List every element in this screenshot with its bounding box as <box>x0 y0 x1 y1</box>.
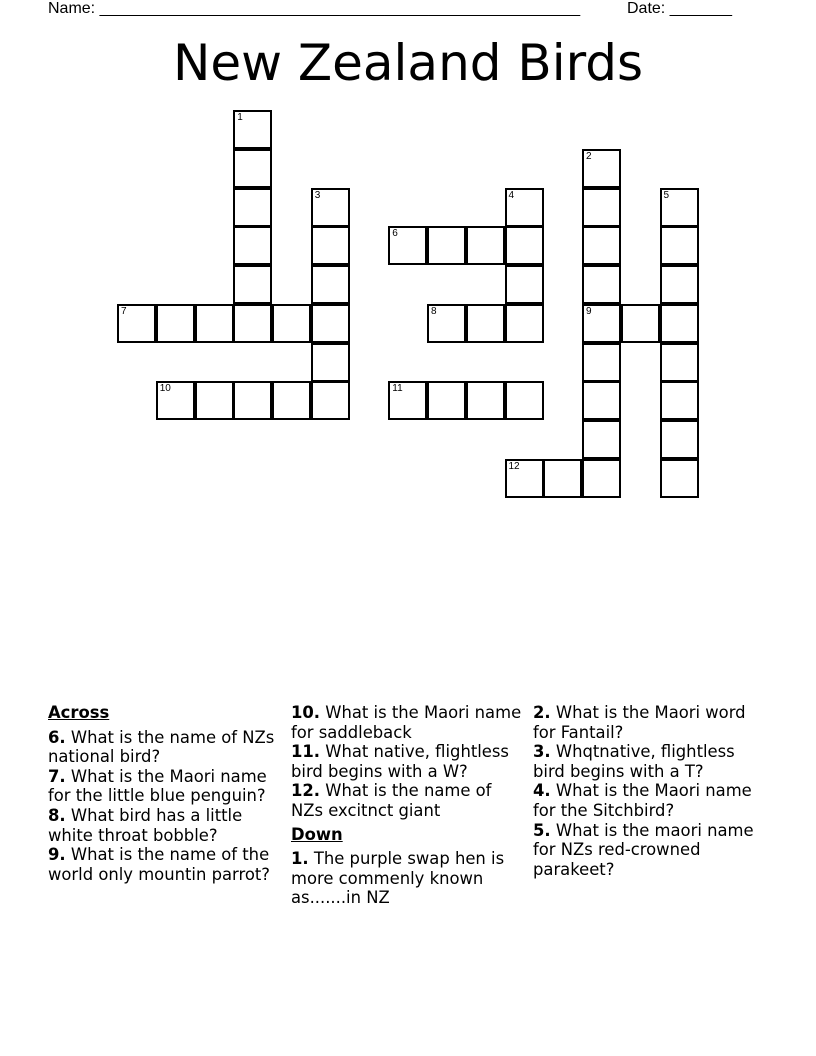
clue-number-label: 8 <box>431 305 437 317</box>
crossword-cell[interactable] <box>311 226 350 265</box>
clue-number-label: 12 <box>508 460 520 472</box>
crossword-cell[interactable] <box>505 265 544 304</box>
crossword-cell[interactable] <box>272 381 311 420</box>
clue-number: 3. <box>533 742 551 762</box>
clues-column-1 <box>48 703 280 884</box>
clue-text: What is the name of the world only mountin parrot? <box>48 845 271 884</box>
crossword-cell[interactable] <box>660 226 699 265</box>
crossword-cell[interactable] <box>505 304 544 343</box>
clue-text: What is the Maori name for saddleback <box>291 703 522 742</box>
crossword-cell[interactable] <box>311 265 350 304</box>
clue-text: Whqtnative, flightless bird begins with a T? <box>533 742 735 781</box>
crossword-cell[interactable] <box>660 343 699 382</box>
crossword-cell[interactable] <box>311 304 350 343</box>
clue-number-label: 5 <box>663 189 670 201</box>
crossword-cell[interactable] <box>156 304 195 343</box>
crossword-cell[interactable] <box>505 188 544 227</box>
crossword-cell[interactable] <box>582 304 621 343</box>
crossword-cell[interactable] <box>311 381 350 420</box>
page-title: New Zealand Birds <box>172 34 644 92</box>
clue-across-6 <box>48 728 280 767</box>
crossword-cell[interactable] <box>466 304 505 343</box>
clue-number: 11. <box>291 742 321 762</box>
crossword-cell[interactable] <box>466 226 505 265</box>
clue-across-7 <box>48 767 280 806</box>
crossword-cell[interactable] <box>233 149 272 188</box>
date-field-label[interactable]: Date: _______ <box>627 0 732 17</box>
crossword-cell[interactable] <box>427 226 466 265</box>
crossword-cell[interactable] <box>505 381 544 420</box>
clue-number-label: 6 <box>392 228 398 240</box>
crossword-cell[interactable] <box>233 188 272 227</box>
crossword-cell[interactable] <box>660 188 699 227</box>
crossword-cell[interactable] <box>311 343 350 382</box>
clue-number-label: 1 <box>237 112 243 123</box>
clue-number-label: 4 <box>508 189 515 201</box>
crossword-cell[interactable] <box>505 459 544 498</box>
crossword-cell[interactable] <box>195 381 234 420</box>
crossword-cell[interactable] <box>233 110 272 149</box>
crossword-cell[interactable] <box>582 343 621 382</box>
clue-text: What bird has a little white throat bobble? <box>48 805 243 845</box>
crossword-cell[interactable] <box>582 149 621 188</box>
clue-down-3 <box>533 742 769 781</box>
crossword-cell[interactable] <box>233 226 272 265</box>
name-field-label[interactable]: Name: ______________________________________________________ <box>48 0 581 17</box>
clue-text: What is the Maori word for Fantail? <box>533 703 746 742</box>
across-heading: Across <box>48 703 110 722</box>
clue-down-4 <box>533 781 769 820</box>
clue-number: 5. <box>533 820 551 840</box>
clues-column-2 <box>291 703 527 908</box>
clue-number-label: 10 <box>159 383 171 395</box>
crossword-cell[interactable] <box>660 381 699 420</box>
crossword-cell[interactable] <box>660 420 699 459</box>
clue-text: What is the name of NZs national bird? <box>48 727 275 767</box>
crossword-cell[interactable] <box>195 304 234 343</box>
crossword-cell[interactable] <box>543 459 582 498</box>
clue-number-label: 9 <box>586 305 592 317</box>
crossword-cell[interactable] <box>582 226 621 265</box>
clue-text: What is the maori name for NZs red-crowned parakeet? <box>533 820 754 879</box>
clue-number-label: 3 <box>314 189 321 201</box>
clue-number: 10. <box>291 703 321 722</box>
clue-number: 8. <box>48 805 66 825</box>
clue-number: 12. <box>291 781 321 801</box>
crossword-cell[interactable] <box>582 381 621 420</box>
clue-number-label: 11 <box>392 383 403 395</box>
clues-column-3 <box>533 703 769 879</box>
clue-down-1 <box>291 849 527 908</box>
crossword-cell[interactable] <box>660 265 699 304</box>
crossword-cell[interactable] <box>582 459 621 498</box>
clue-text: The purple swap hen is more commenly known as.......in NZ <box>291 849 505 908</box>
clue-number: 6. <box>48 727 66 747</box>
crossword-cell[interactable] <box>582 265 621 304</box>
crossword-cell[interactable] <box>233 304 272 343</box>
crossword-cell[interactable] <box>660 304 699 343</box>
clue-text: What native, flightless bird begins with a W? <box>291 742 509 781</box>
clue-across-8 <box>48 806 280 845</box>
clue-text: What is the Maori name for the little blue penguin? <box>48 766 267 806</box>
clue-across-11 <box>291 742 527 781</box>
crossword-cell[interactable] <box>582 188 621 227</box>
crossword-cell[interactable] <box>233 265 272 304</box>
clue-text: What is the name of NZs excitnct giant <box>291 781 492 820</box>
crossword-cell[interactable] <box>427 381 466 420</box>
crossword-cell[interactable] <box>117 304 156 343</box>
crossword-cell[interactable] <box>466 381 505 420</box>
clue-number: 2. <box>533 703 551 722</box>
clue-across-9 <box>48 845 280 884</box>
clue-number: 9. <box>48 845 66 865</box>
clue-across-12 <box>291 781 527 820</box>
crossword-cell[interactable] <box>388 381 427 420</box>
crossword-cell[interactable] <box>311 188 350 227</box>
crossword-cell[interactable] <box>388 226 427 265</box>
crossword-cell[interactable] <box>660 459 699 498</box>
clue-across-10 <box>291 703 527 742</box>
crossword-cell[interactable] <box>621 304 660 343</box>
clue-number-label: 2 <box>586 150 592 162</box>
crossword-cell[interactable] <box>272 304 311 343</box>
clue-down-2 <box>533 703 769 742</box>
clue-number: 1. <box>291 849 309 869</box>
crossword-cell[interactable] <box>427 304 466 343</box>
clue-down-5 <box>533 821 769 880</box>
crossword-cell[interactable] <box>233 381 272 420</box>
clue-number: 7. <box>48 766 66 786</box>
clue-text: What is the Maori name for the Sitchbird? <box>533 781 752 820</box>
down-heading: Down <box>291 824 343 844</box>
clue-number: 4. <box>533 781 551 801</box>
crossword-cell[interactable] <box>156 381 195 420</box>
clue-number-label: 7 <box>121 305 127 317</box>
crossword-cell[interactable] <box>582 420 621 459</box>
crossword-cell[interactable] <box>505 226 544 265</box>
